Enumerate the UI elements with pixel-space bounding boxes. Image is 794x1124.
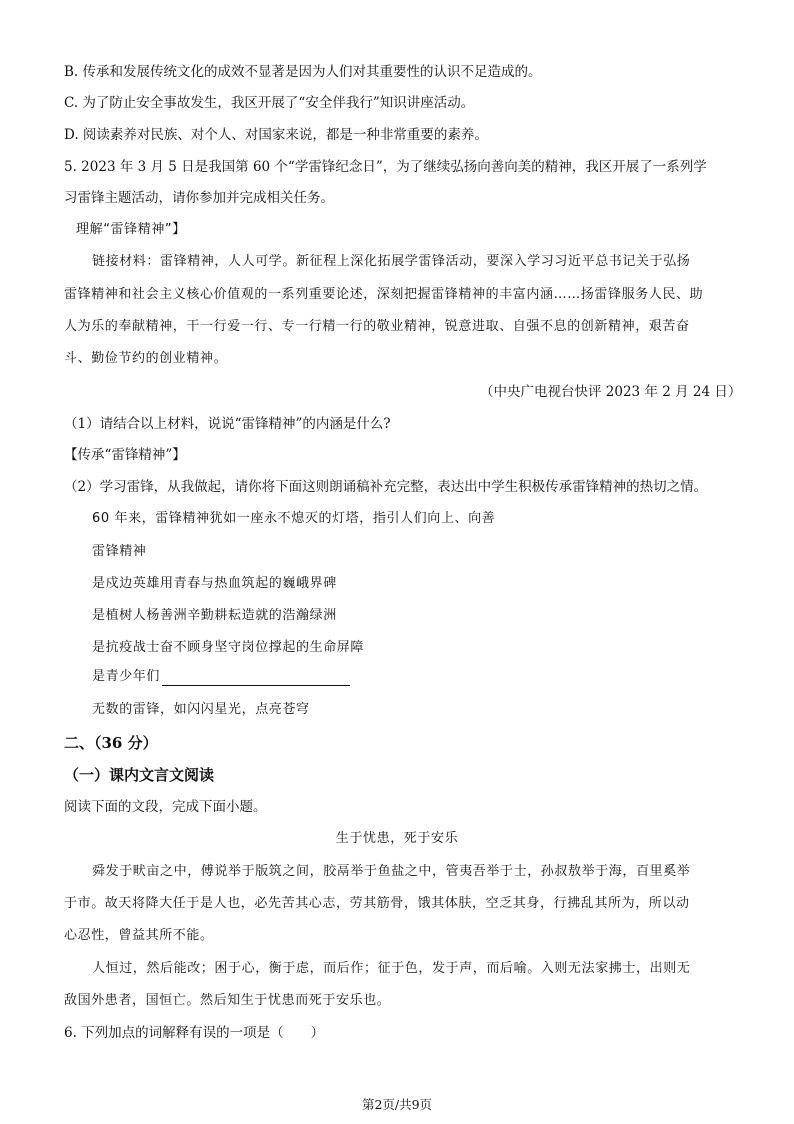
poem-line-6 bbox=[92, 668, 350, 686]
section-2-heading: 二、（36 分） bbox=[64, 734, 158, 752]
question-5-line-1: 5. 2023 年 3 月 5 日是我国第 60 个“学雷锋纪念日”，为了继续弘扬向善向美的精神，我区开展了一系列学 bbox=[64, 159, 707, 175]
question-6: 6. 下列加点的词解释有误的一项是（ ） bbox=[64, 1025, 325, 1041]
section-inherit-heading: 【传承“雷锋精神”】 bbox=[64, 447, 186, 463]
passage-line-5: 敌国外患者，国恒亡。然后知生于忧患而死于安乐也。 bbox=[64, 993, 391, 1008]
passage-line-1: 舜发于畎亩之中，傅说举于版筑之间，胶鬲举于鱼盐之中，管夷吾举于士，孙叔敖举于海，百里奚举 bbox=[92, 864, 691, 879]
material-line-4: 斗、勤俭节约的创业精神。 bbox=[64, 351, 228, 366]
question-5-2: （2）学习雷锋，从我做起，请你将下面这则朗诵稿补充完整，表达出中学生积极传承雷锋精神的热切之情。 bbox=[64, 479, 708, 495]
option-d: D. 阅读素养对民族、对个人、对国家来说，都是一种非常重要的素养。 bbox=[64, 127, 488, 143]
passage-line-2: 于市。故天将降大任于是人也，必先苦其心志，劳其筋骨，饿其体肤，空乏其身，行拂乱其所为，所以动 bbox=[64, 896, 690, 911]
poem-line-3: 是戍边英雄用青春与热血筑起的巍峨界碑 bbox=[92, 576, 337, 591]
option-c: C. 为了防止安全事故发生，我区开展了“安全伴我行”知识讲座活动。 bbox=[64, 95, 475, 111]
passage-title: 生于忧患，死于安乐 bbox=[335, 831, 459, 846]
poem-line-1: 60 年来，雷锋精神犹如一座永不熄灭的灯塔，指引人们向上、向善 bbox=[92, 511, 496, 526]
question-5-1: （1）请结合以上材料，说说“雷锋精神”的内涵是什么? bbox=[64, 416, 391, 432]
material-line-3: 人为乐的奉献精神，干一行爱一行、专一行精一行的敬业精神，锐意进取、自强不息的创新精神，艰苦奋 bbox=[64, 319, 690, 334]
question-5-line-2: 习雷锋主题活动，请你参加并完成相关任务。 bbox=[64, 190, 334, 206]
material-line-1: 链接材料：雷锋精神，人人可学。新征程上深化拓展学雷锋活动，要深入学习习近平总书记关于弘扬 bbox=[92, 254, 691, 269]
option-b: B. 传承和发展传统文化的成效不显著是因为人们对其重要性的认识不足造成的。 bbox=[64, 64, 542, 80]
page-footer: 第2页/共9页 bbox=[361, 1097, 433, 1112]
poem-line-2: 雷锋精神 bbox=[92, 544, 147, 559]
answer-blank[interactable] bbox=[162, 671, 350, 686]
material-source: （中央广电视台快评 2023 年 2 月 24 日） bbox=[480, 384, 742, 400]
section-understand-heading: 理解“雷锋精神”】 bbox=[76, 222, 186, 237]
passage-line-3: 心忍性，曾益其所不能。 bbox=[64, 928, 214, 943]
passage-line-4: 人恒过，然后能改；困于心，衡于虑，而后作；征于色，发于声，而后喻。入则无法家拂士，出则无 bbox=[92, 961, 691, 976]
reading-instruction: 阅读下面的文段，完成下面小题。 bbox=[64, 799, 267, 815]
material-line-2: 雷锋精神和社会主义核心价值观的一系列重要论述，深刻把握雷锋精神的丰富内涵……扬雷锋服务人民、助 bbox=[64, 287, 704, 302]
poem-line-5: 是抗疫战士奋不顾身坚守岗位撑起的生命屏障 bbox=[92, 640, 365, 655]
poem-line-6-text: 是青少年们 bbox=[92, 669, 161, 684]
poem-line-4: 是植树人杨善洲辛勤耕耘造就的浩瀚绿洲 bbox=[92, 608, 337, 623]
poem-line-7: 无数的雷锋，如闪闪星光，点亮苍穹 bbox=[92, 702, 310, 717]
section-2-1-heading: （一）课内文言文阅读 bbox=[64, 766, 215, 784]
